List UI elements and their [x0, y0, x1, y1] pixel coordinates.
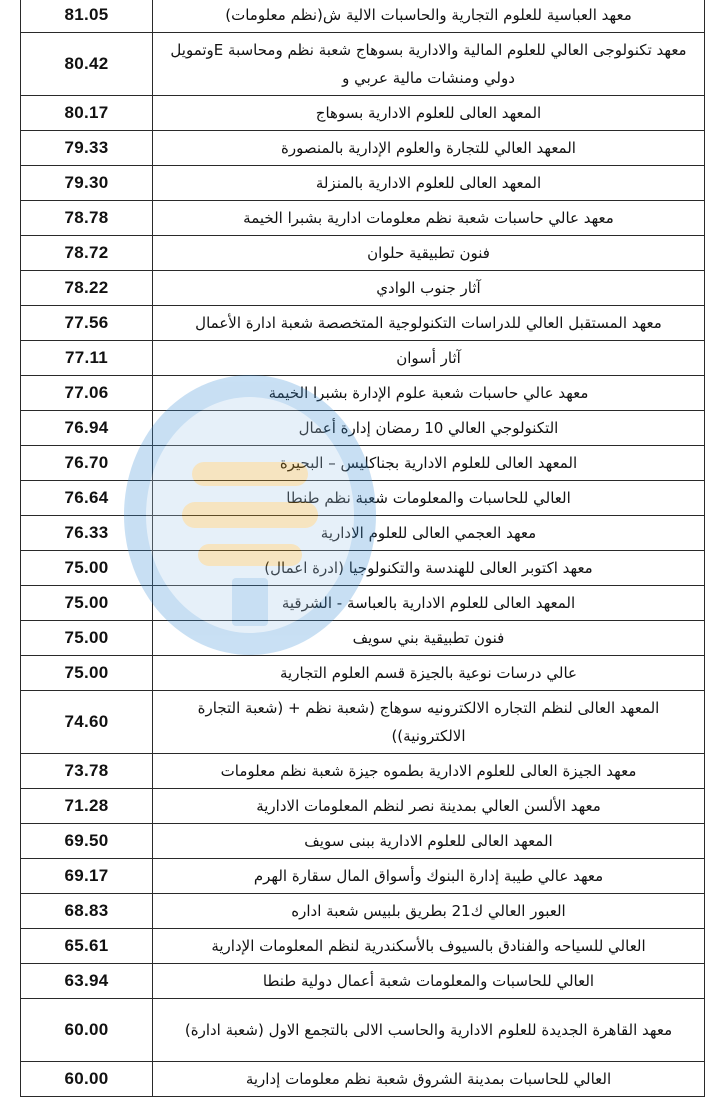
table-row: [21, 96, 705, 131]
score-value: 69.17: [21, 859, 153, 894]
table-row: [21, 166, 705, 201]
institute-name: المعهد العالى لنظم التجاره الالكترونيه سوهاج (شعبة نظم + (شعبة التجارة الالكترونية)): [153, 691, 705, 754]
table-row: [21, 1062, 705, 1097]
institute-name: فنون تطبيقية بني سويف: [153, 621, 705, 656]
score-value: 79.33: [21, 131, 153, 166]
institute-name: معهد العجمي العالى للعلوم الادارية: [153, 516, 705, 551]
score-value: 69.50: [21, 824, 153, 859]
institute-name: معهد الألسن العالي بمدينة نصر لنظم المعلومات الادارية: [153, 789, 705, 824]
institute-name: العالي للسياحه والفنادق بالسيوف بالأسكندرية لنظم المعلومات الإدارية: [153, 929, 705, 964]
table-row: [21, 446, 705, 481]
score-value: 63.94: [21, 964, 153, 999]
table-row: [21, 621, 705, 656]
score-value: 68.83: [21, 894, 153, 929]
score-value: 77.11: [21, 341, 153, 376]
table-row: [21, 201, 705, 236]
institute-name: المعهد العالى للعلوم الادارية ببنى سويف: [153, 824, 705, 859]
table-row: [21, 824, 705, 859]
table-row: [21, 656, 705, 691]
table-row: [21, 481, 705, 516]
institute-name: آثار أسوان: [153, 341, 705, 376]
table-row: [21, 306, 705, 341]
score-value: 80.17: [21, 96, 153, 131]
institute-name: معهد القاهرة الجديدة للعلوم الادارية والحاسب الالى بالتجمع الاول (شعبة ادارة): [153, 999, 705, 1062]
institute-name: العالي للحاسبات والمعلومات شعبة أعمال دولية طنطا: [153, 964, 705, 999]
table-row: [21, 999, 705, 1062]
table-row: [21, 131, 705, 166]
table-row: [21, 551, 705, 586]
institute-name: معهد الجيزة العالى للعلوم الادارية بطموه جيزة شعبة نظم معلومات: [153, 754, 705, 789]
score-value: 75.00: [21, 586, 153, 621]
score-value: 78.72: [21, 236, 153, 271]
institute-name: التكنولوجي العالي 10 رمضان إدارة أعمال: [153, 411, 705, 446]
score-value: 78.22: [21, 271, 153, 306]
score-value: 78.78: [21, 201, 153, 236]
score-value: 60.00: [21, 1062, 153, 1097]
score-value: 77.56: [21, 306, 153, 341]
table-row: [21, 691, 705, 754]
score-value: 79.30: [21, 166, 153, 201]
institute-name: معهد المستقبل العالي للدراسات التكنولوجية المتخصصة شعبة ادارة الأعمال: [153, 306, 705, 341]
table-row: [21, 754, 705, 789]
institute-name: العالي للحاسبات والمعلومات شعبة نظم طنطا: [153, 481, 705, 516]
institute-name: فنون تطبيقية حلوان: [153, 236, 705, 271]
score-value: 71.28: [21, 789, 153, 824]
table-row: [21, 964, 705, 999]
institute-name: آثار جنوب الوادي: [153, 271, 705, 306]
institute-name: العبور العالي ك21 بطريق بلبيس شعبة اداره: [153, 894, 705, 929]
table-row: [21, 859, 705, 894]
score-value: 74.60: [21, 691, 153, 754]
institute-name: المعهد العالى للعلوم الادارية بسوهاج: [153, 96, 705, 131]
table-row: [21, 929, 705, 964]
score-value: 80.42: [21, 33, 153, 96]
score-value: 81.05: [21, 0, 153, 33]
score-value: 73.78: [21, 754, 153, 789]
table-row: [21, 516, 705, 551]
score-value: 76.33: [21, 516, 153, 551]
table-row: [21, 341, 705, 376]
table-row: [21, 376, 705, 411]
table-row: [21, 586, 705, 621]
institute-name: معهد عالي حاسبات شعبة علوم الإدارة بشبرا الخيمة: [153, 376, 705, 411]
score-value: 76.94: [21, 411, 153, 446]
score-value: 77.06: [21, 376, 153, 411]
institute-name: المعهد العالى للعلوم الادارية بالعباسة - الشرقية: [153, 586, 705, 621]
institute-name: العالي للحاسبات بمدينة الشروق شعبة نظم معلومات إدارية: [153, 1062, 705, 1097]
score-value: 60.00: [21, 999, 153, 1062]
score-value: 65.61: [21, 929, 153, 964]
table-row: [21, 0, 705, 33]
table-row: [21, 411, 705, 446]
cutoff-scores-table: [20, 0, 705, 1097]
institute-name: معهد اكتوبر العالى للهندسة والتكنولوجيا (ادرة اعمال): [153, 551, 705, 586]
table-row: [21, 33, 705, 96]
institute-name: عالي درسات نوعية بالجيزة قسم العلوم التجارية: [153, 656, 705, 691]
score-value: 76.64: [21, 481, 153, 516]
institute-name: معهد العباسية للعلوم التجارية والحاسبات الالية ش(نظم معلومات): [153, 0, 705, 33]
institute-name: المعهد العالى للعلوم الادارية بالمنزلة: [153, 166, 705, 201]
institute-name: المعهد العالي للتجارة والعلوم الإدارية بالمنصورة: [153, 131, 705, 166]
institute-name: معهد عالي حاسبات شعبة نظم معلومات ادارية بشبرا الخيمة: [153, 201, 705, 236]
table-row: [21, 894, 705, 929]
table-row: [21, 789, 705, 824]
score-value: 76.70: [21, 446, 153, 481]
table-row: [21, 271, 705, 306]
score-value: 75.00: [21, 551, 153, 586]
institute-name: المعهد العالى للعلوم الادارية بجناكليس – البحيرة: [153, 446, 705, 481]
institute-name: معهد تكنولوجى العالي للعلوم المالية والادارية بسوهاج شعبة نظم ومحاسبة Eوتمويل دولي ومنشات مالية عربي و: [153, 33, 705, 96]
table-row: [21, 236, 705, 271]
institute-name: معهد عالي طيبة إدارة البنوك وأسواق المال سقارة الهرم: [153, 859, 705, 894]
score-value: 75.00: [21, 621, 153, 656]
score-value: 75.00: [21, 656, 153, 691]
